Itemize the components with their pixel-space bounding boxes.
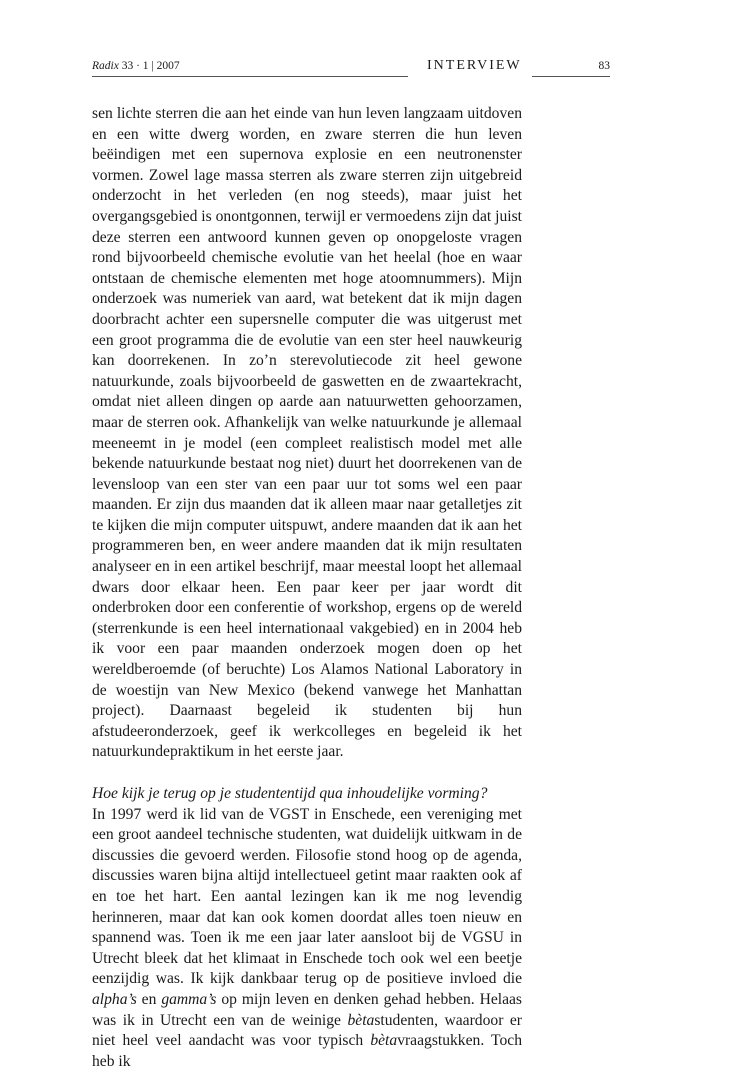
body-paragraph: sen lichte sterren die aan het einde van hun leven langzaam uitdoven en een witte dwerg worden, en zware sterren die hun leven beëindigen met een supernova explosie en een neutronenster vormen. Zowel lage massa sterren als zware sterren zijn uitgebreid onderzocht in het verleden (en nog steeds), maar juist het overgangsgebied is onontgonnen, terwijl er vermoedens zijn dat juist deze sterren een antwoord kunnen geven op onopgeloste vragen rond bijvoorbeeld chemische evolutie van het heelal (hoe en waar ontstaan de chemische elementen met hoge atoomnummers). Mijn onderzoek was numeriek van aard, wat betekent dat ik mijn dagen doorbracht achter een supersnelle computer die was uitgerust met een groot programma die de evolutie van een ster heel nauwkeurig kan doorrekenen. In zo’n sterevolutiecode zit heel gewone natuurkunde, zoals bijvoorbeeld de gaswetten en de zwaartekracht, omdat niet alleen dingen op aarde aan natuurwetten gehoorzamen, maar de sterren ook. Afhankelijk van welke natuurkunde je allemaal meeneemt in je model (een compleet realistisch model met alle bekende natuurkunde bestaat nog niet) duurt het doorrekenen van de levensloop van een ster van een paar uur tot soms wel een paar maanden. Er zijn dus maanden dat ik alleen maar naar getalletjes zit te kijken die mijn computer uitspuwt, andere maanden dat ik aan het programmeren ben, en weer andere maanden dat ik mijn resultaten analyseer en in een artikel beschrijf, maar meestal loopt het allemaal dwars door elkaar heen. Een paar keer per jaar wordt dit onderbroken door een conferentie of workshop, ergens op de wereld (sterrenkunde is een heel internationaal vakgebied) en in 2004 heb ik voor een paar maanden onderzoek mogen doen op het wereldberoemde (of beruchte) Los Alamos National Laboratory in de woestijn van New Mexico (bekend vanwege het Manhattan project). Daarnaast begeleid ik studenten bij hun afstudeeronderzoek, geef ik werkcolleges en begeleid ik het natuurkundepraktikum in het eerste jaar. — [92, 105, 522, 761]
running-header — [92, 60, 610, 82]
answer-text: vraagstukken. Toch heb ik — [92, 1032, 522, 1070]
emphasis-alphas: alpha’s — [92, 990, 137, 1008]
emphasis-beta: bèta — [370, 1032, 398, 1050]
article-body — [92, 104, 522, 1072]
emphasis-beta: bèta — [347, 1011, 375, 1029]
answer-text: studenten, waardoor er niet heel veel aandacht was voor typisch — [92, 1011, 522, 1050]
section-title: INTERVIEW — [427, 58, 522, 73]
journal-citation — [92, 60, 408, 77]
journal-issue: 33 · 1 | 2007 — [121, 60, 180, 72]
answer-text: In 1997 werd ik lid van de VGST in Enschede, een vereniging met een groot aandeel technische studenten, wat duidelijk uitkwam in de discussies die gevoerd werden. Filosofie stond hoog op de agenda, discussies waren bijna altijd intellectueel getint maar raakten ook af en toe het hart. Een aantal lezingen kan ik me nog levendig herinneren, maar dat kan ook komen doordat alles toen nieuw en spannend was. Toen ik me een jaar later aansloot bij de VGSU in Utrecht bleek dat het klimaat in Enschede toch ook wel een beetje eenzijdig was. Ik kijk dankbaar terug op de positieve invloed die — [92, 805, 522, 988]
answer-paragraph — [92, 805, 522, 1072]
page-number: 83 — [532, 60, 610, 77]
interview-question: Hoe kijk je terug op je studententijd qua inhoudelijke vorming? — [92, 785, 488, 802]
answer-text: en — [136, 990, 162, 1008]
journal-name: Radix — [92, 60, 119, 72]
emphasis-gammas: gamma’s — [161, 990, 217, 1008]
answer-text: op mijn leven en denken gehad hebben. Helaas was ik in Utrecht een van de weinige — [92, 990, 522, 1029]
